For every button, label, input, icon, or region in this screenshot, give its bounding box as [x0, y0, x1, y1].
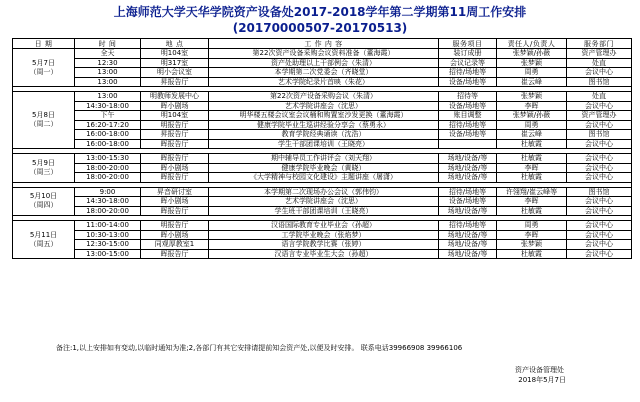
- cell-dept: 图书馆: [567, 187, 632, 197]
- cell-dept: 资产管理办: [567, 49, 632, 59]
- cell-service: 设备/场地等: [439, 77, 497, 87]
- table-row: [13, 197, 632, 207]
- cell-service: 设备/场地等: [439, 197, 497, 207]
- cell-place: 昇报告厅: [141, 77, 209, 87]
- header-row: [13, 39, 632, 49]
- cell-person: 周勇: [497, 221, 567, 231]
- cell-place: 昇报告厅: [141, 130, 209, 140]
- cell-person: 李晖: [497, 101, 567, 111]
- cell-service: 场地/设备/等: [439, 206, 497, 216]
- cell-person: 杜敏霞: [497, 249, 567, 259]
- cell-person: 张梦颖: [497, 92, 567, 102]
- cell-time: 13:00-15:30: [75, 154, 141, 164]
- cell-place: 晖小剧场: [141, 163, 209, 173]
- cell-content: 语言学院教学比赛（张婷）: [209, 240, 439, 250]
- cell-person: 杜敏霞: [497, 206, 567, 216]
- cell-time: 14:30-18:00: [75, 197, 141, 207]
- day-date: 5月10日: [29, 192, 58, 201]
- header-time: 时 间: [75, 39, 141, 49]
- cell-time: 18:00-20:00: [75, 206, 141, 216]
- cell-person: 张梦颖: [497, 240, 567, 250]
- cell-service: 装订成册: [439, 49, 497, 59]
- signature-org: 资产设备管理处: [515, 366, 564, 374]
- cell-service: 招待/场地等: [439, 68, 497, 78]
- header-service: 服务项目: [439, 39, 497, 49]
- page-subtitle: (20170000507-20170513): [232, 21, 408, 35]
- signature-date: 2018年5月7日: [518, 376, 566, 384]
- cell-dept: 会议中心: [567, 120, 632, 130]
- cell-dept: 会议中心: [567, 68, 632, 78]
- cell-day: [13, 154, 75, 183]
- cell-content: 健康学院毕业生巡讲经验分享会（蔡勇永）: [209, 120, 439, 130]
- cell-content: 汉语言专业毕业生大会（孙超）: [209, 249, 439, 259]
- cell-time: 11:00-14:00: [75, 221, 141, 231]
- table-row: [13, 92, 632, 102]
- table-row: [13, 68, 632, 78]
- cell-time: 12:30: [75, 58, 141, 68]
- cell-person: 周勇: [497, 68, 567, 78]
- table-row: [13, 173, 632, 183]
- cell-person: 杜敏霞: [497, 139, 567, 149]
- cell-content: 教育学院经典诵读（沈浩）: [209, 130, 439, 140]
- cell-place: 明报告厅: [141, 221, 209, 231]
- table-row: [13, 230, 632, 240]
- day-weekday: （周三）: [29, 167, 58, 176]
- cell-dept: 会议中心: [567, 163, 632, 173]
- day-date: 5月7日: [32, 58, 55, 67]
- table-row: [13, 187, 632, 197]
- table-row: [13, 206, 632, 216]
- cell-person: 崔云峰: [497, 77, 567, 87]
- table-row: [13, 120, 632, 130]
- cell-service: 招待/场地等: [439, 221, 497, 231]
- cell-time: 16:20-17:20: [75, 120, 141, 130]
- cell-place: 明教师发展中心: [141, 92, 209, 102]
- cell-dept: 处直: [567, 92, 632, 102]
- cell-dept: 会议中心: [567, 249, 632, 259]
- cell-time: 13:00: [75, 77, 141, 87]
- cell-time: 16:00-18:00: [75, 130, 141, 140]
- cell-time: 18:00-20:00: [75, 163, 141, 173]
- cell-content: 期中辅导员工作讲评会（刘天翔）: [209, 154, 439, 164]
- cell-place: 昇音研讨室: [141, 187, 209, 197]
- cell-place: 晖小剧场: [141, 230, 209, 240]
- table-row: [13, 101, 632, 111]
- day-weekday: （周一）: [29, 67, 58, 76]
- cell-person: 杜敏霞: [497, 154, 567, 164]
- page-title: 上海师范大学天华学院资产设备处2017-2018学年第二学期第11周工作安排: [113, 5, 527, 19]
- cell-service: 会议记录等: [439, 58, 497, 68]
- cell-person: 张梦颖: [497, 58, 567, 68]
- header-dept: 服务部门: [567, 39, 632, 49]
- cell-service: 设备/场地等: [439, 101, 497, 111]
- cell-place: 晖小剧场: [141, 197, 209, 207]
- cell-dept: 图书馆: [567, 130, 632, 140]
- header-place: 地 点: [141, 39, 209, 49]
- schedule-body: [13, 49, 632, 259]
- cell-service: 招待等: [439, 92, 497, 102]
- cell-time: 10:30-13:00: [75, 230, 141, 240]
- cell-place: 明报告厅: [141, 120, 209, 130]
- cell-dept: 会议中心: [567, 240, 632, 250]
- cell-content: 《大学精神与校园文化建设》主题讲座（屠潇）: [209, 173, 439, 183]
- cell-place: 晖报告厅: [141, 173, 209, 183]
- table-row: [13, 58, 632, 68]
- cell-content: 本学期第二次党委会（齐晓堂）: [209, 68, 439, 78]
- cell-day: [13, 49, 75, 87]
- cell-content: 本学期第二次现场办公会议（郭伟钧）: [209, 187, 439, 197]
- cell-dept: 会议中心: [567, 101, 632, 111]
- cell-time: 下午: [75, 111, 141, 121]
- cell-time: 13:00-15:00: [75, 249, 141, 259]
- cell-content: 明华楼五楼会议室会议桶和购置室沙发更换（董海霞）: [209, 111, 439, 121]
- header-date: 日 期: [13, 39, 75, 49]
- header-person: 责任人/负责人: [497, 39, 567, 49]
- cell-day: [13, 221, 75, 259]
- cell-place: 晖报告厅: [141, 206, 209, 216]
- cell-person: 张梦颖/孙薇: [497, 49, 567, 59]
- footer-note: 备注:1,以上安排如有变动,以临时通知为准;2,各部门有其它安排请提前知会资产处,以便及时安排。 联系电话39966908 39966106: [56, 344, 463, 352]
- cell-place: 同观厚教室1: [141, 240, 209, 250]
- cell-time: 13:00: [75, 92, 141, 102]
- cell-day: [13, 92, 75, 149]
- cell-dept: 会议中心: [567, 221, 632, 231]
- cell-service: 场地/设备/等: [439, 163, 497, 173]
- cell-content: 艺术学院讲座会（沈思）: [209, 101, 439, 111]
- day-weekday: （周二）: [29, 120, 58, 128]
- cell-dept: 会议中心: [567, 154, 632, 164]
- table-row: [13, 49, 632, 59]
- cell-person: 李晖: [497, 197, 567, 207]
- cell-day: [13, 187, 75, 216]
- cell-time: 18:00-20:00: [75, 173, 141, 183]
- cell-content: 艺术学院纪录片首映（朱花）: [209, 77, 439, 87]
- cell-dept: 会议中心: [567, 206, 632, 216]
- table-row: [13, 154, 632, 164]
- table-row: [13, 221, 632, 231]
- cell-service: 招待/场地等: [439, 187, 497, 197]
- cell-dept: 处直: [567, 58, 632, 68]
- cell-service: 账目调整: [439, 111, 497, 121]
- cell-place: 明317室: [141, 58, 209, 68]
- cell-time: 14:30-18:00: [75, 101, 141, 111]
- cell-content: 学生班干部团课培训（王晓亮）: [209, 206, 439, 216]
- day-date: 5月8日: [32, 111, 55, 119]
- cell-service: 场地/设备/等: [439, 230, 497, 240]
- cell-place: 晖报告厅: [141, 154, 209, 164]
- cell-person: 崔云峰: [497, 130, 567, 140]
- cell-service: 场地/设备/等: [439, 173, 497, 183]
- cell-time: 13:00: [75, 68, 141, 78]
- cell-content: 第22次资产设备采购会议资料准备（董海霞）: [209, 49, 439, 59]
- table-row: [13, 77, 632, 87]
- day-weekday: （周四）: [29, 201, 58, 210]
- cell-dept: 会议中心: [567, 230, 632, 240]
- cell-content: 健康学院毕业晚会（黄晓）: [209, 163, 439, 173]
- table-row: [13, 130, 632, 140]
- cell-content: 工学院毕业晚会（张焰梦）: [209, 230, 439, 240]
- cell-place: 晖报告厅: [141, 139, 209, 149]
- cell-time: 12:30-15:00: [75, 240, 141, 250]
- day-date: 5月11日: [29, 230, 58, 239]
- cell-dept: 会议中心: [567, 197, 632, 207]
- cell-dept: 资产管理办: [567, 111, 632, 121]
- table-row: [13, 240, 632, 250]
- table-row: [13, 249, 632, 259]
- cell-time: 16:00-18:00: [75, 139, 141, 149]
- cell-place: 明104室: [141, 111, 209, 121]
- cell-person: 周勇: [497, 120, 567, 130]
- cell-person: 许翎翔/崔云峰等: [497, 187, 567, 197]
- cell-person: 李晖: [497, 230, 567, 240]
- cell-dept: 图书馆: [567, 77, 632, 87]
- cell-place: 明小会议室: [141, 68, 209, 78]
- cell-place: 晖小剧场: [141, 101, 209, 111]
- cell-content: 汉语国际教育专业毕业会（孙超）: [209, 221, 439, 231]
- cell-time: 9:00: [75, 187, 141, 197]
- cell-time: 全天: [75, 49, 141, 59]
- table-row: [13, 139, 632, 149]
- cell-service: 场地/设备/等: [439, 249, 497, 259]
- schedule-table: [12, 38, 632, 259]
- cell-service: 场地/设备/等: [439, 240, 497, 250]
- cell-service: 场地/设备/等: [439, 154, 497, 164]
- cell-content: 第22次资产设备采购会议（朱清）: [209, 92, 439, 102]
- cell-person: 李晖: [497, 163, 567, 173]
- cell-service: 招待/场地等: [439, 120, 497, 130]
- cell-service: 设备/场地等: [439, 130, 497, 140]
- table-row: [13, 163, 632, 173]
- day-weekday: （周五）: [29, 239, 58, 248]
- cell-place: 明104室: [141, 49, 209, 59]
- cell-dept: 会议中心: [567, 173, 632, 183]
- cell-service: [439, 139, 497, 149]
- cell-person: 张梦颖/孙薇: [497, 111, 567, 121]
- cell-content: 资产处助理以上干部例会（朱清）: [209, 58, 439, 68]
- table-row: [13, 111, 632, 121]
- cell-content: 学生干部团课培训（王晓亮）: [209, 139, 439, 149]
- cell-content: 艺术学院讲座会（沈思）: [209, 197, 439, 207]
- cell-dept: 会议中心: [567, 139, 632, 149]
- day-date: 5月9日: [32, 158, 55, 167]
- cell-place: 晖报告厅: [141, 249, 209, 259]
- cell-person: 杜敏霞: [497, 173, 567, 183]
- header-content: 工 作 内 容: [209, 39, 439, 49]
